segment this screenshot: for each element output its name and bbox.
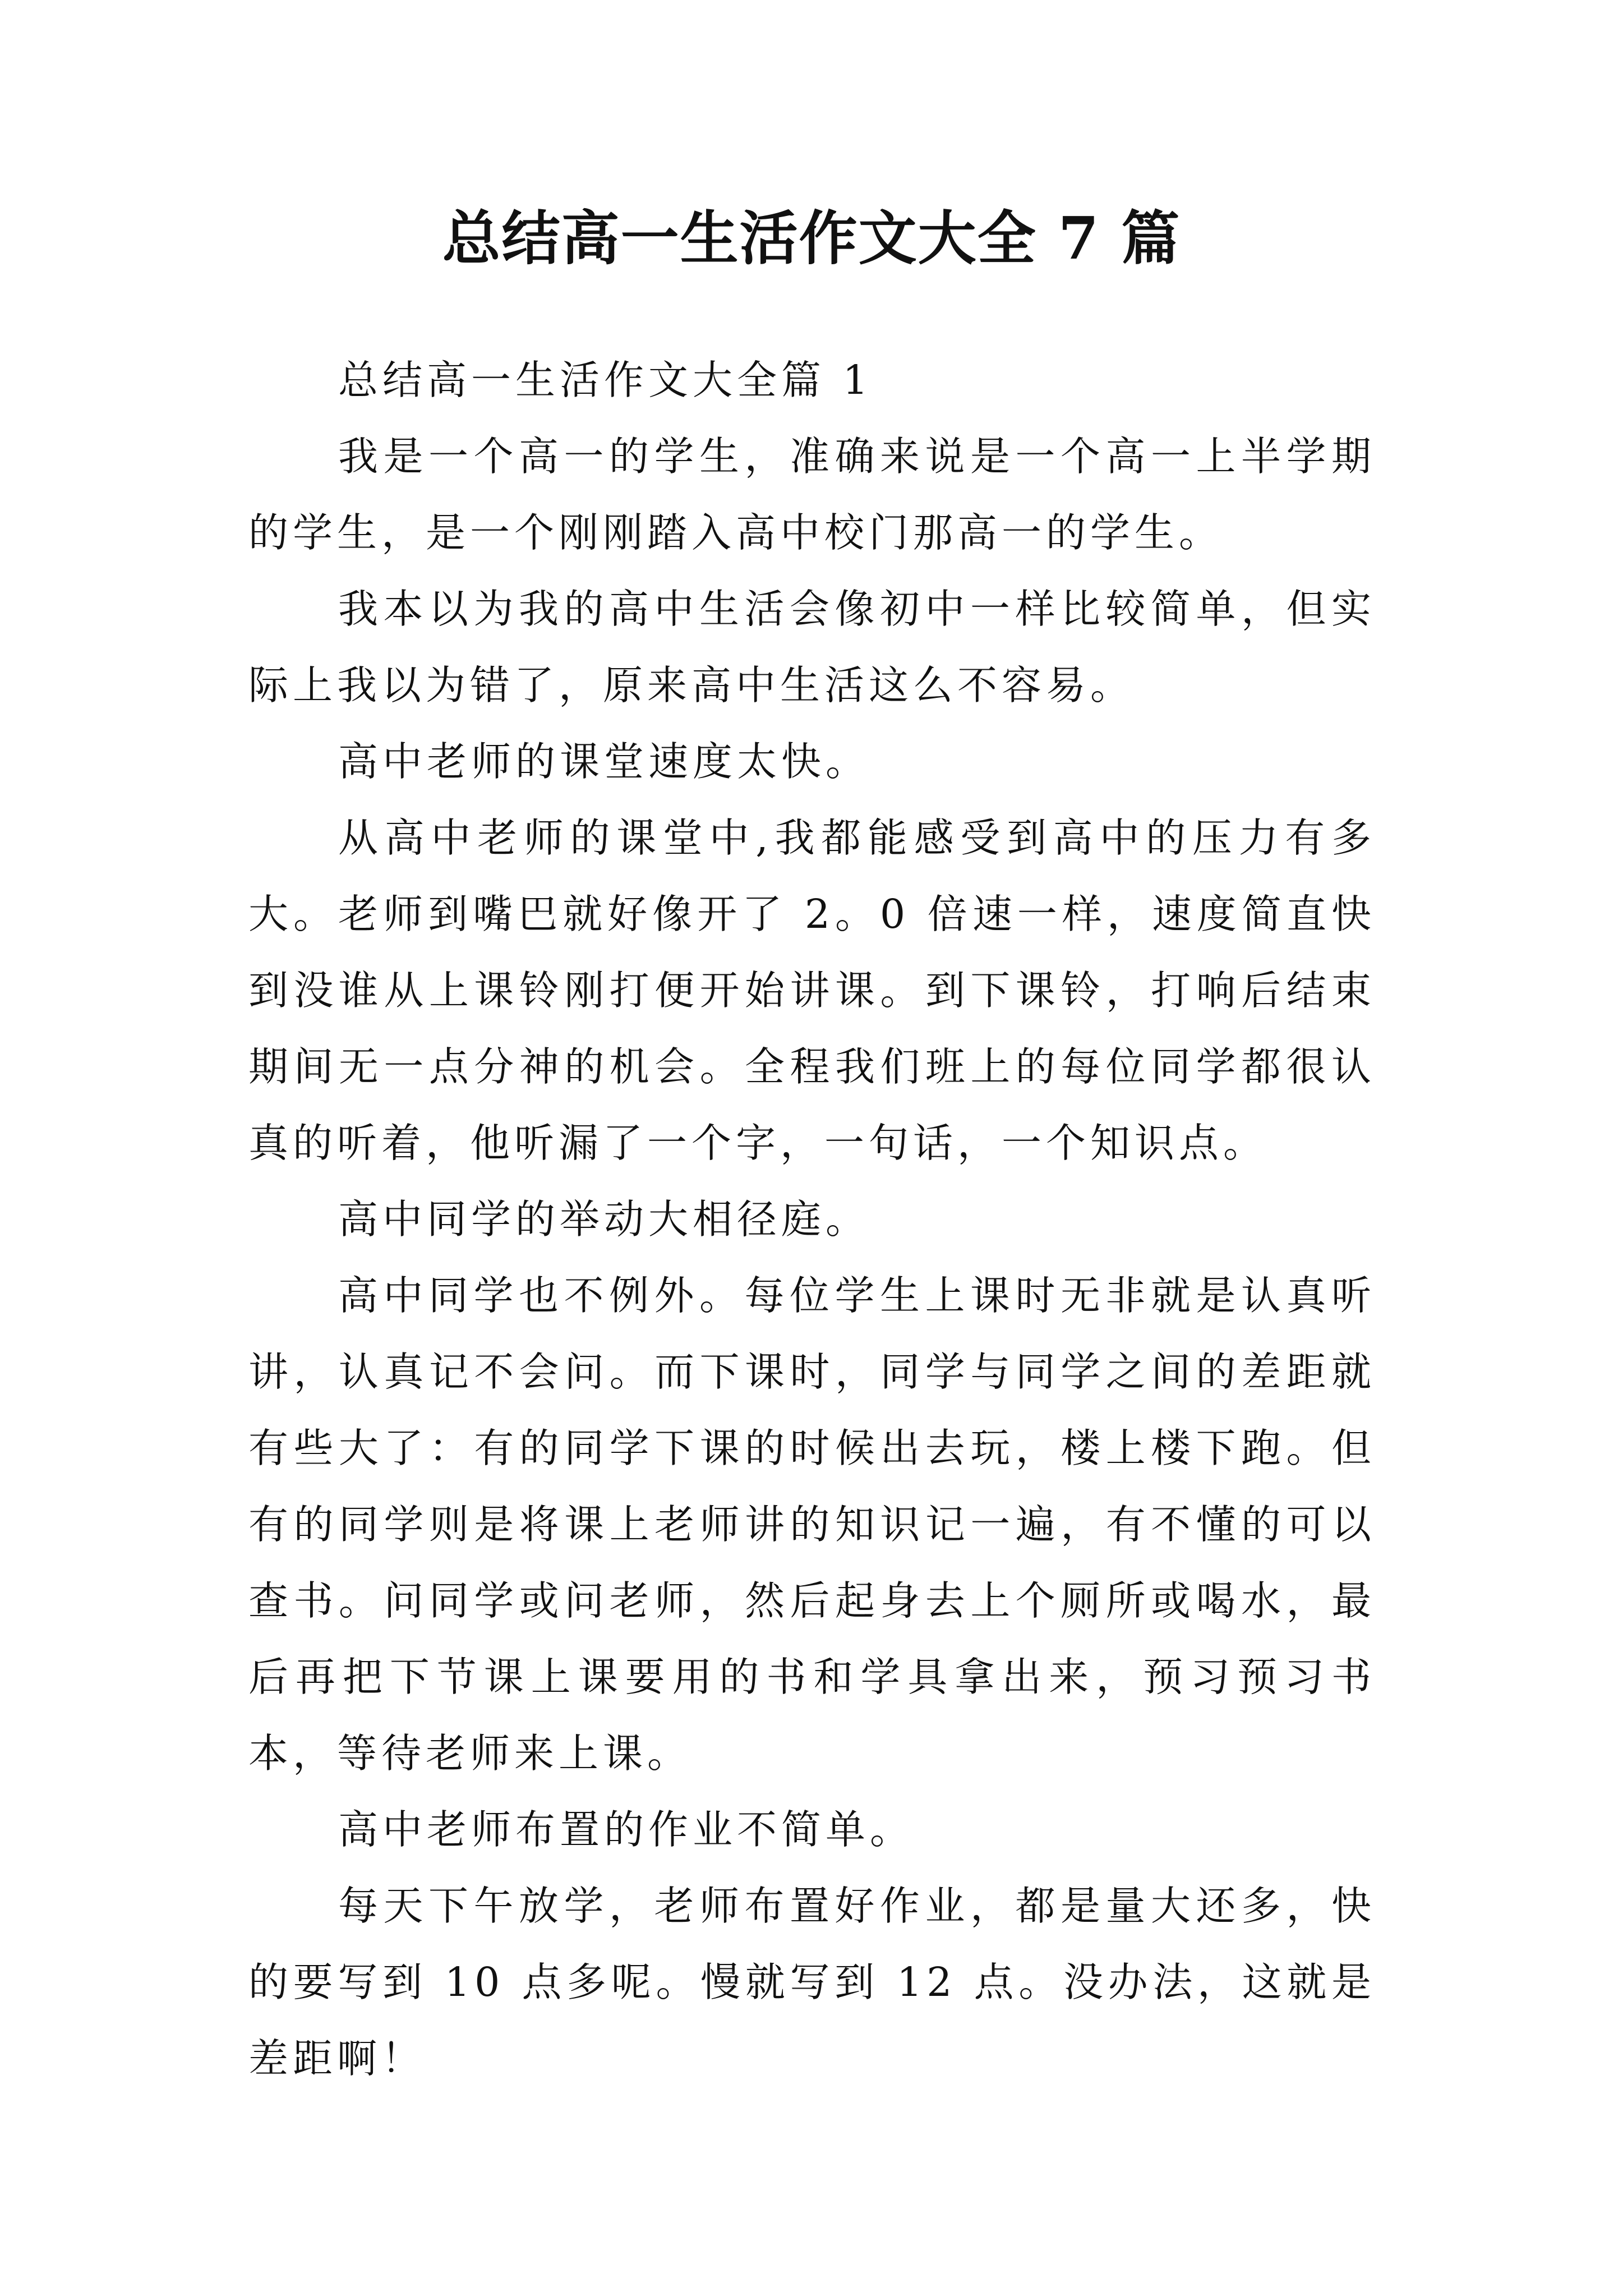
section-heading: 总结高一生活作文大全篇 1	[338, 357, 873, 403]
document-body	[248, 342, 1376, 2097]
paragraph: 高中同学也不例外。每位学生上课时无非就是认真听讲，认真记不会问。而下课时，同学与同学之间的差距就有些大了：有的同学下课的时候出去玩，楼上楼下跑。但有的同学则是将课上老师讲的知识记一遍，有不懂的可以查书。问同学或问老师，然后起身去上个厕所或喝水，最后再把下节课上课要用的书和学具拿出来，预习预习书本，等待老师来上课。	[248, 1272, 1376, 1777]
paragraph: 高中老师布置的作业不简单。	[338, 1806, 915, 1853]
document-title: 总结高一生活作文大全 7 篇	[442, 204, 1181, 273]
paragraph: 从高中老师的课堂中,我都能感受到高中的压力有多大。老师到嘴巴就好像开了 2。0 倍速一样，速度简直快到没谁从上课铃刚打便开始讲课。到下课铃，打响后结束期间无一点分神的机会。全程我们班上的每位同学都很认真的听着，他听漏了一个字，一句话，一个知识点。	[248, 815, 1376, 1166]
paragraph: 高中老师的课堂速度太快。	[338, 738, 870, 785]
paragraph: 每天下午放学，老师布置好作业，都是量大还多，快的要写到 10 点多呢。慢就写到 12 点。没办法，这就是差距啊！	[248, 1883, 1376, 2082]
paragraph: 高中同学的举动大相径庭。	[338, 1196, 870, 1243]
paragraph: 我是一个高一的学生，准确来说是一个高一上半学期的学生，是一个刚刚踏入高中校门那高一的学生。	[248, 433, 1376, 556]
paragraph: 我本以为我的高中生活会像初中一样比较简单，但实际上我以为错了，原来高中生活这么不容易。	[248, 586, 1376, 708]
